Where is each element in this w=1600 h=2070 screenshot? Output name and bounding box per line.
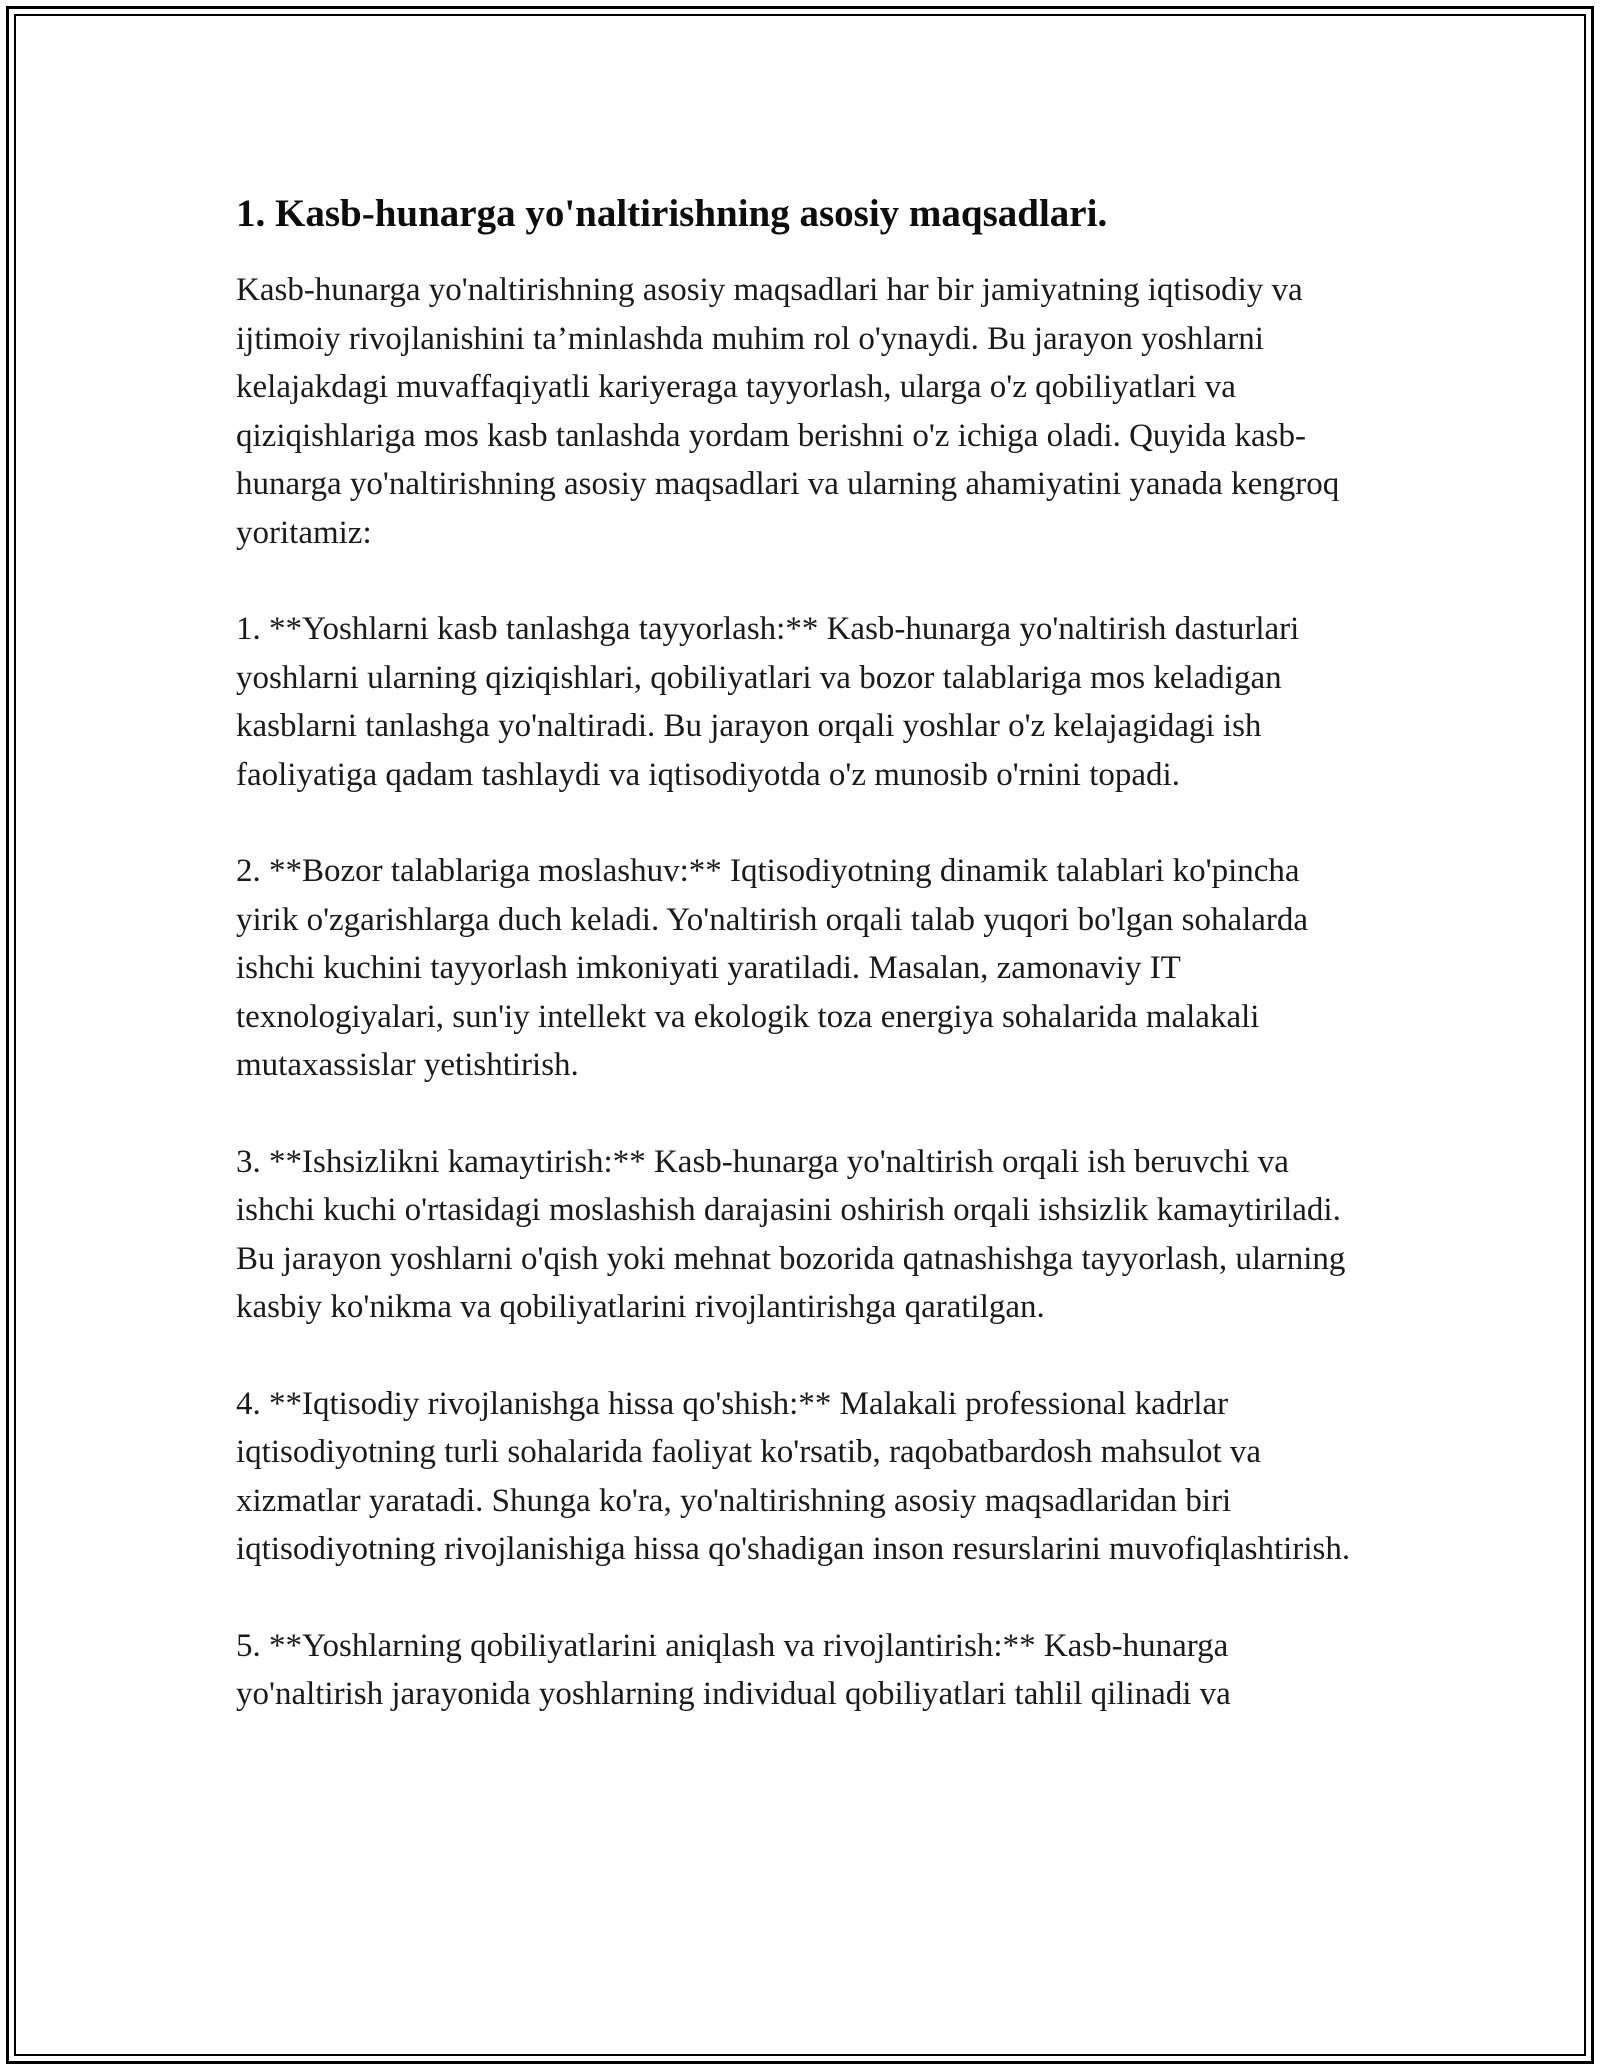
list-item: 2. **Bozor talablariga moslashuv:** Iqtisodiyotning dinamik talablari ko'pincha yirik o'zgarishlarga duch keladi. Yo'naltirish orqali talab yuqori bo'lgan sohalarda ishchi kuchini tayyorlash imkoniyati yaratiladi. Masalan, zamonaviy IT texnologiyalari, sun'iy intellekt va ekologik toza energiya sohalarida malakali mutaxassislar yetishtirish. [236, 853, 1309, 1083]
document-title: 1. Kasb-hunarga yo'naltirishning asosiy maqsadlari. [236, 192, 1108, 235]
list-item: 5. **Yoshlarning qobiliyatlarini aniqlash va rivojlantirish:** Kasb-hunarga yo'naltirish jarayonida yoshlarning individual qobiliyatlari tahlil qilinadi va [236, 1627, 1231, 1712]
document-page [236, 186, 1366, 1767]
list-item: 3. **Ishsizlikni kamaytirish:** Kasb-hunarga yo'naltirish orqali ish beruvchi va ishchi kuchi o'rtasidagi moslashish darajasini oshirish orqali ishsizlik kamaytiriladi. Bu jarayon yoshlarni o'qish yoki mehnat bozorida qatnashishga tayyorlash, ularning kasbiy ko'nikma va qobiliyatlarini rivojlantirishga qaratilgan. [236, 1143, 1346, 1325]
list-item: 1. **Yoshlarni kasb tanlashga tayyorlash:** Kasb-hunarga yo'naltirish dasturlari yoshlarni ularning qiziqishlari, qobiliyatlari va bozor talablariga mos keladigan kasblarni tanlashga yo'naltiradi. Bu jarayon orqali yoshlar o'z kelajagidagi ish faoliyatiga qadam tashlaydi va iqtisodiyotda o'z munosib o'rnini topadi. [236, 611, 1300, 793]
intro-paragraph: Kasb-hunarga yo'naltirishning asosiy maqsadlari har bir jamiyatning iqtisodiy va ijtimoiy rivojlanishini ta’minlashda muhim rol o'ynaydi. Bu jarayon yoshlarni kelajakdagi muvaffaqiyatli kariyeraga tayyorlash, ularga o'z qobiliyatlari va qiziqishlariga mos kasb tanlashda yordam berishni o'z ichiga oladi. Quyida kasb-hunarga yo'naltirishning asosiy maqsadlari va ularning ahamiyatini yanada kengroq yoritamiz: [236, 272, 1340, 551]
list-item: 4. **Iqtisodiy rivojlanishga hissa qo'shish:** Malakali professional kadrlar iqtisodiyotning turli sohalarida faoliyat ko'rsatib, raqobatbardosh mahsulot va xizmatlar yaratadi. Shunga ko'ra, yo'naltirishning asosiy maqsadlaridan biri iqtisodiyotning rivojlanishiga hissa qo'shadigan inson resurslarini muvofiqlashtirish. [236, 1385, 1351, 1567]
